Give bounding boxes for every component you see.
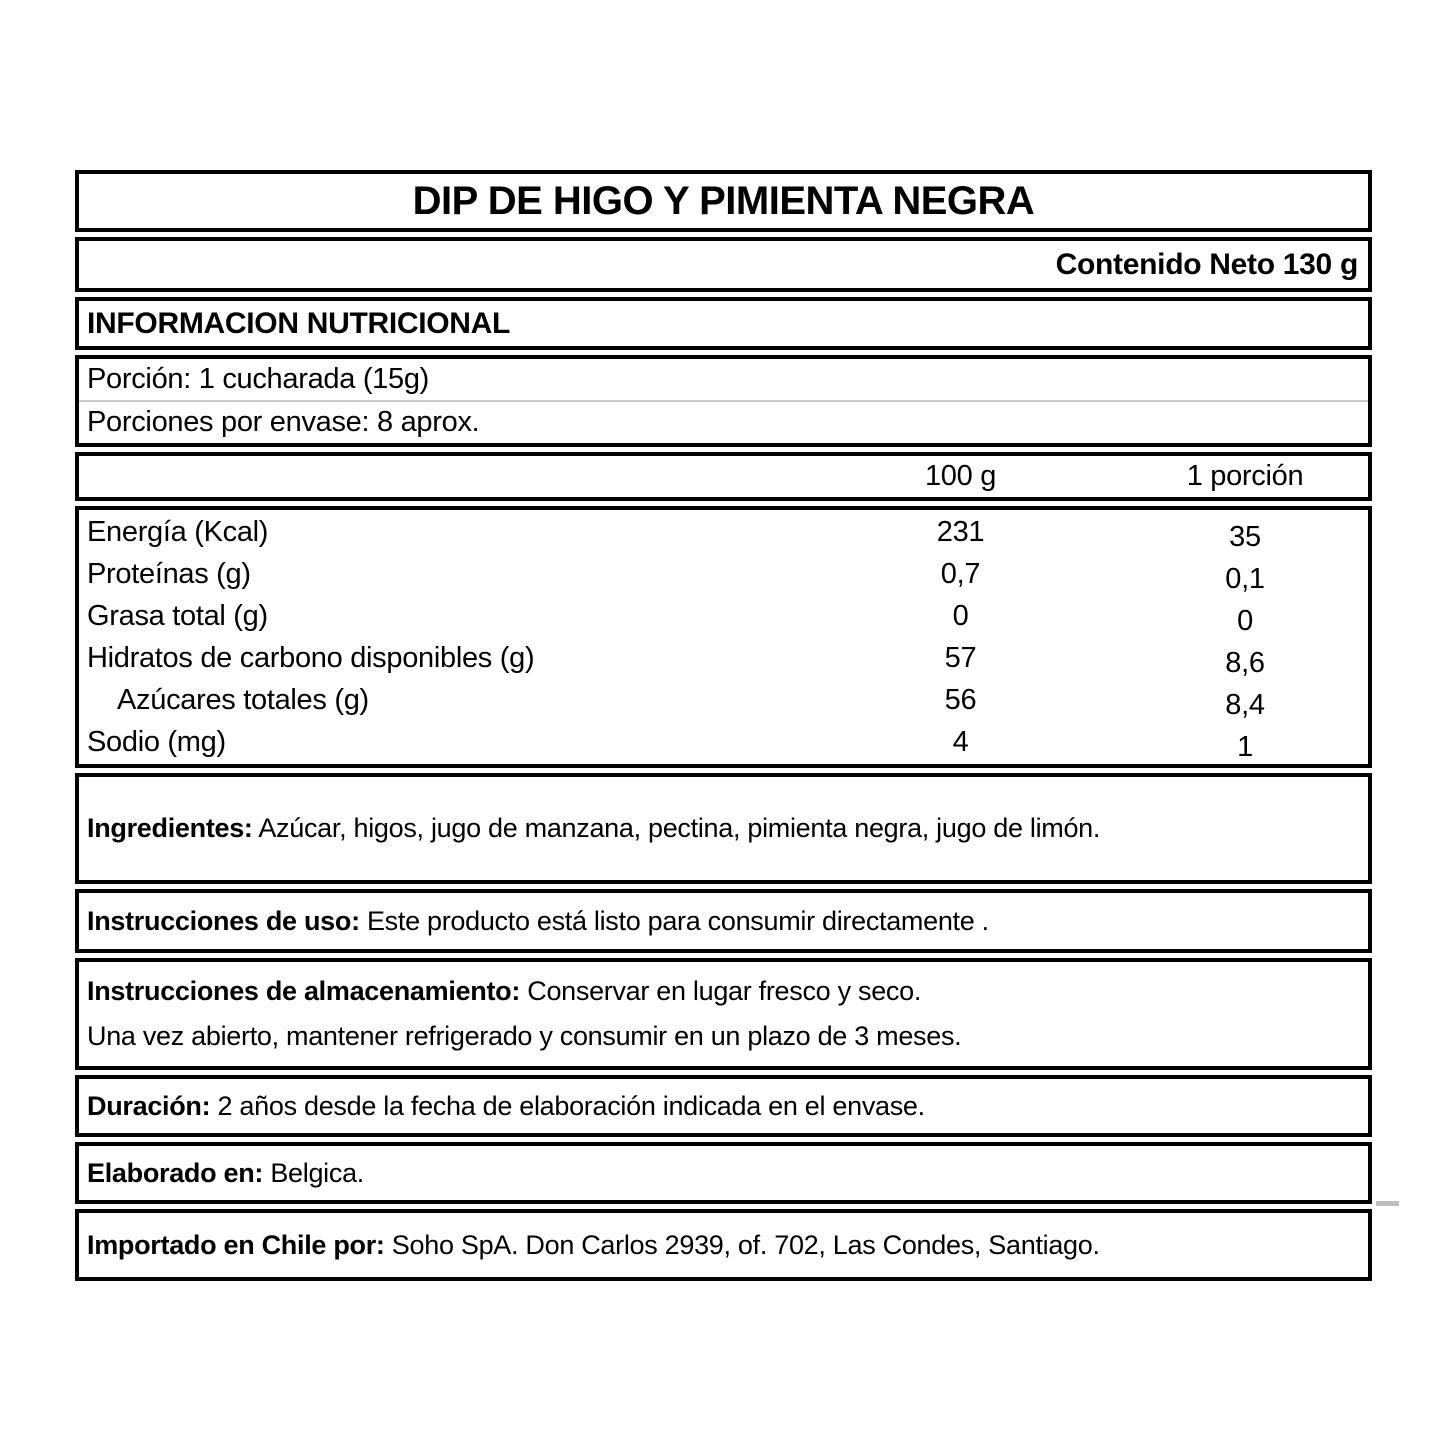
nutrition-label: [75, 170, 1372, 1286]
value-portion: 1: [1237, 730, 1253, 763]
column-header-100g: 100 g: [924, 460, 997, 492]
net-content: Contenido Neto 130 g: [1055, 247, 1358, 281]
nutrient-name: Hidratos de carbono disponibles (g): [87, 641, 535, 674]
ingredients-label: Ingredientes:: [87, 813, 253, 843]
value-portion: 8,6: [1225, 646, 1265, 679]
duration-text: 2 años desde la fecha de elaboración indicada en el envase.: [210, 1090, 925, 1121]
storage-line-2: Una vez abierto, mantener refrigerado y consumir en un plazo de 3 meses.: [87, 1021, 962, 1051]
importer-line: [87, 1230, 1100, 1261]
value-portion: 35: [1229, 520, 1261, 553]
nutrition-info-header: INFORMACION NUTRICIONAL: [87, 306, 511, 340]
usage-line: [87, 906, 989, 937]
nutrition-info-row: [75, 297, 1372, 350]
nutrient-name: Azúcares totales (g): [117, 683, 369, 716]
made-in-line: [87, 1158, 364, 1189]
made-in-label: Elaborado en:: [87, 1157, 264, 1188]
title-row: [75, 170, 1372, 232]
value-portion: 8,4: [1225, 688, 1265, 721]
made-in-section: [75, 1142, 1372, 1204]
ingredients-section: [75, 773, 1372, 884]
product-title: DIP DE HIGO Y PIMIENTA NEGRA: [412, 178, 1035, 223]
nutrient-row-energy: [79, 511, 1368, 553]
value-100g: 0,7: [940, 557, 981, 590]
ingredients-text: Azúcar, higos, jugo de manzana, pectina, pimienta negra, jugo de limón.: [252, 813, 1101, 843]
nutrient-row-protein: [79, 553, 1368, 595]
serving-info-box: [75, 355, 1372, 447]
table-column-headers: [75, 452, 1372, 501]
column-header-portion: 1 porción: [1186, 460, 1304, 492]
nutrient-name: Energía (Kcal): [87, 515, 269, 548]
nutrient-name: Proteínas (g): [87, 557, 251, 590]
serving-size: Porción: 1 cucharada (15g): [87, 363, 430, 395]
nutrient-row-fat: [79, 595, 1368, 637]
value-100g: 0: [952, 599, 969, 632]
nutrient-name: Grasa total (g): [87, 599, 268, 632]
storage-label: Instrucciones de almacenamiento:: [87, 976, 521, 1006]
value-portion: 0,1: [1225, 562, 1265, 595]
duration-line: [87, 1091, 925, 1122]
usage-instructions-section: [75, 889, 1372, 953]
nutrient-row-sodium: [79, 721, 1368, 763]
nutrient-row-carbs: [79, 637, 1368, 679]
nutrient-row-sugars: [79, 679, 1368, 721]
net-content-row: [75, 237, 1372, 292]
made-in-text: Belgica.: [263, 1157, 364, 1188]
value-100g: 57: [944, 641, 977, 674]
ingredients-line: [87, 813, 1100, 844]
nutrient-name: Sodio (mg): [87, 725, 226, 758]
usage-text: Este producto está listo para consumir directamente .: [359, 905, 989, 936]
storage-text: Conservar en lugar fresco y seco.: [520, 976, 922, 1006]
storage-line-1: [87, 976, 921, 1007]
usage-label: Instrucciones de uso:: [87, 905, 360, 936]
duration-section: [75, 1075, 1372, 1137]
value-100g: 56: [944, 683, 977, 716]
importer-text: Soho SpA. Don Carlos 2939, of. 702, Las Condes, Santiago.: [384, 1229, 1100, 1260]
storage-instructions-section: [75, 958, 1372, 1070]
servings-per-package: Porciones por envase: 8 aprox.: [87, 406, 480, 438]
value-100g: 231: [936, 515, 985, 548]
nutrients-table: [75, 506, 1372, 768]
scan-artifact-mark: [1376, 1201, 1399, 1206]
importer-section: [75, 1209, 1372, 1281]
duration-label: Duración:: [87, 1090, 211, 1121]
value-100g: 4: [952, 725, 969, 758]
value-portion: 0: [1237, 604, 1253, 637]
importer-label: Importado en Chile por:: [87, 1229, 385, 1260]
